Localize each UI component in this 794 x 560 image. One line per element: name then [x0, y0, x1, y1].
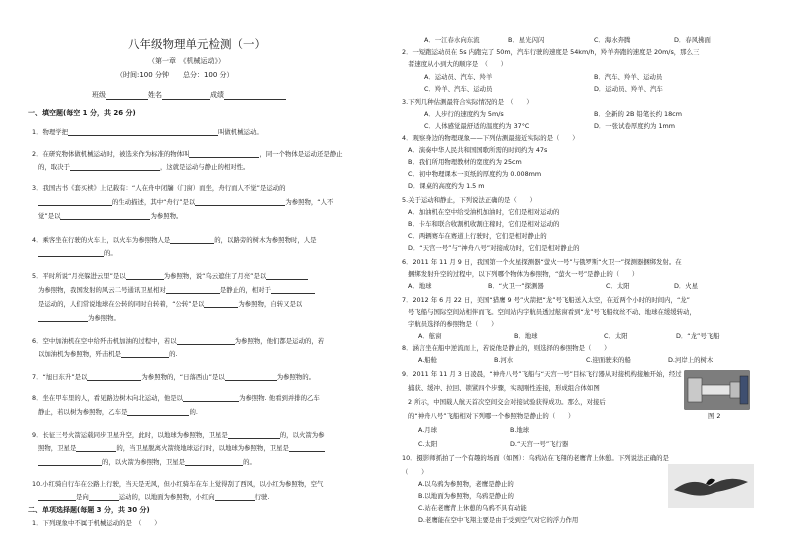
q3-option-a[interactable]: A．人步行的速度约为 5m/s: [424, 110, 504, 118]
q10-option-c[interactable]: C.站在老鹰背上休憩的乌鸦不具有动能: [418, 504, 527, 512]
fill-q10-line1: 10.小红骑自行车在公路上行驶，当天是无风，但小红骑车在车上觉得刮了西风，以小红为参照物，空气: [32, 480, 324, 488]
q5-option-b[interactable]: B．卡车和联合收割机收割庄稼时，它们是相对运动的: [408, 220, 560, 228]
choice-q2-line1: 2．一短跑运动员在 5s 内跑完了 50m，汽车行驶的速度是 54km/h，羚羊奔跑的速度是 20m/s，那么三: [402, 48, 700, 56]
q4-option-c[interactable]: C．初中物理课本一页纸的厚度约为 0.008mm: [408, 170, 542, 178]
fill-q9-line1: 9．长征三号火箭运载同步卫星升空，此时，以地球为参照物，卫星是 的，以火箭为参: [32, 431, 325, 439]
crow-on-eagle-photo: [668, 464, 754, 508]
figure-2-label: 图 2: [708, 412, 721, 420]
q8-option-c[interactable]: C.迎面驶来的船: [586, 356, 631, 364]
q2-option-a[interactable]: A．运动员、汽车、羚羊: [424, 73, 493, 81]
q4-option-b[interactable]: B．我们所用物理教材的宽度约为 25cm: [408, 158, 522, 166]
fill-q5-line1: 5．平时所说“月亮躲进云里”是以 为参照物，说“乌云遮住了月亮”是以: [32, 272, 308, 280]
fill-q3-line2: 的生动描述，其中“舟行”是以 为参照物，“人不: [38, 198, 333, 206]
q4-option-a[interactable]: A．演奏中华人民共和国国歌所需的时间约为 47s: [408, 146, 548, 154]
class-label: 班级: [92, 91, 106, 99]
q10-option-a[interactable]: A.以乌鸦为参照物，老鹰是静止的: [418, 480, 514, 488]
q6-option-c[interactable]: C．太阳: [606, 282, 630, 290]
q5-option-d[interactable]: D．“天宫一号”与“神舟八号”对接成功时，它们是相对静止的: [408, 244, 580, 252]
fill-q5-line3: 是运动的，人们常说地球在公转的同时自转着，“公转”是以 为参照物，自转又是以: [38, 300, 303, 308]
fill-q3-line3: 觉”是以 为参照物。: [38, 212, 183, 220]
score-label: 成绩: [210, 91, 224, 99]
fill-q9-line3: 的，以火箭为参照物，卫星是 的。: [38, 458, 256, 466]
section1-heading: 一、填空题(每空 1 分，共 26 分): [28, 109, 136, 117]
time-score-line: （时间:100 分钟 总分：100 分）: [116, 71, 234, 79]
q3-option-c[interactable]: C．人体感觉最舒适的温度约为 37°C: [424, 122, 530, 130]
choice-q7-line3: 宇航员选择的参照物是（ ）: [408, 320, 498, 328]
fill-q4-line2: 的。: [38, 249, 117, 257]
crow-eagle-drawing: [668, 464, 754, 508]
student-info-line: [92, 91, 286, 100]
q8-option-a[interactable]: A.船舱: [418, 356, 438, 364]
class-blank[interactable]: [106, 92, 148, 100]
choice-q2-line2: 者速度从小到大的顺序是 （ ）: [408, 60, 508, 68]
q2-option-d[interactable]: D．运动员、羚羊、汽车: [594, 85, 663, 93]
q6-option-d[interactable]: D．火星: [674, 282, 699, 290]
q8-option-d[interactable]: D.河岸上的树木: [668, 356, 714, 364]
q9-option-c[interactable]: C.太阳: [418, 440, 438, 448]
q7-option-b[interactable]: B．地球: [514, 332, 538, 340]
q7-option-a[interactable]: A．舷窗: [418, 332, 442, 340]
spacecraft-docking-image: [684, 370, 750, 410]
choice-q5: 5.关于运动和静止，下列说法正确的是（ ）: [402, 196, 536, 204]
score-blank[interactable]: [224, 92, 286, 100]
q5-option-c[interactable]: C．两辆赛车在赛道上行驶时，它们是相对静止的: [408, 232, 547, 240]
q9-option-b[interactable]: B.地球: [510, 426, 530, 434]
choice-q9-line2: 捕获、缓冲、拉回、锁紧四个步骤，实现刚性连接，形成组合体如图: [408, 384, 600, 392]
choice-q6-line2: 捆绑发射升空的过程中，以下列哪个物体为参照物，“萤火一号”是静止的（ ）: [408, 270, 639, 278]
fill-q9-line2: 照物，卫星是 的，当卫星脱离火箭绕地球运行时，以地球为参照物，卫星是: [38, 444, 325, 452]
fill-q5-line2: 为参照物，我国发射的风云二号通讯卫星相对 是静止的，相对于: [38, 286, 315, 294]
q3-option-b[interactable]: B．全新的 2B 铅笔长约 18cm: [594, 110, 682, 118]
fill-q3-line1: 3．我国古书《套买椟》上记载有：“人在舟中闭牖（门窗）而坐，舟行而人不觉”是运动的: [32, 184, 286, 192]
q3-option-d[interactable]: D．一张试卷厚度约为 1mm: [594, 122, 675, 130]
q1-option-b[interactable]: B．星光闪闪: [508, 36, 545, 44]
section2-heading: 二、单项选择题(每题 3 分，共 30 分): [28, 506, 150, 514]
q10-option-d[interactable]: D.老鹰能在空中飞翔主要是由于受到空气对它的浮力作用: [418, 516, 579, 524]
choice-q8: 8．涵言坐在船中逆流而上，若说他是静止的，则选择的参照物是（ ）: [402, 344, 611, 352]
choice-q9-line4: 的“神舟八号”飞船相对下列哪一个参照物是静止的（ ）: [408, 412, 575, 420]
exam-title: 八年级物理单元检测（一）: [128, 37, 266, 51]
q9-option-d[interactable]: D.“天宫一号”飞行器: [510, 440, 569, 448]
choice-q6-line1: 6．2011 年 11 月 9 日，我国第一个火星探测器“萤火一号”与俄罗斯“火卫一”探测器捆绑发射。在: [402, 258, 682, 266]
fill-q8-line2: 静止，若以树为参照物，乙车是 的.: [38, 408, 198, 416]
fill-q2-line2: 的，取决于 ，这就是运动与静止的相对性。: [38, 163, 250, 171]
q7-option-c[interactable]: C．太阳: [604, 332, 628, 340]
choice-q7-line2: 号飞船与国际空间站相伴而飞。空间站内宇航员透过舷窗看到“龙”号飞船纹丝不动、地球在缓缓转动，: [408, 308, 696, 316]
q6-option-a[interactable]: A．地球: [408, 282, 432, 290]
q1-option-d[interactable]: D．春风拂面: [674, 36, 711, 44]
choice-q1: 1．下列现象中不属于机械运动的是 （ ）: [32, 519, 161, 527]
q1-option-c[interactable]: C．海水奔腾: [594, 36, 631, 44]
q4-option-d[interactable]: D．课桌的高度约为 1.5 m: [408, 182, 485, 190]
q10-option-b[interactable]: B.以地面为参照物，乌鸦是静止的: [418, 492, 514, 500]
choice-q9-line3: 2 所示，中国载人航天首次空间交会对接试验获得成功。那么，对接后: [408, 398, 606, 406]
q1-option-a[interactable]: A．一江春水向东流: [424, 36, 480, 44]
fill-q6-line2: 以加油机为参照物，歼击机是 的.: [38, 350, 178, 358]
name-label: 姓名: [148, 91, 162, 99]
q8-option-b[interactable]: B.河水: [494, 356, 514, 364]
fill-q6-line1: 6．空中加油机在空中给歼击机加油的过程中，若以 为参照物，他们都是运动的，若: [32, 337, 325, 345]
fill-q7: 7．“旭日东升”是以 为参照物的，“日落西山”是以 为参照物的。: [32, 373, 316, 381]
fill-q10-line2: 是向 运动的，以地面为参照物，小红向 行驶.: [38, 493, 269, 501]
spacecraft-drawing: [684, 370, 750, 410]
q5-option-a[interactable]: A．加油机在空中给受油机加油时，它们是相对运动的: [408, 208, 560, 216]
fill-q8-line1: 8．坐在甲车里的人，看见路边树木向北运动，他是以 为参照物. 他看到并排的乙车: [32, 394, 320, 402]
fill-q2-line1: 2．在研究物体做机械运动时，被选来作为标准的物体叫 ，同一个物体是运动还是静止: [32, 150, 343, 158]
choice-q10-line1: 10．摄影师抓拍了一个有趣的场面（如图）：乌鸦站在飞翔的老鹰背上休憩。下列说法正确的是: [402, 454, 669, 462]
fill-q5-line4: 为参照物。: [38, 314, 120, 322]
q7-option-d[interactable]: D．“龙”号飞船: [676, 332, 720, 340]
choice-q7-line1: 7．2012 年 6 月 22 日，美国“猎鹰 9 号”火箭把“龙”号飞船送入太空，在近两个小时的时间内，“龙”: [402, 296, 690, 304]
choice-q4: 4．观察身边的物理现象——下列估测最接近实际的是（ ）: [402, 134, 579, 142]
choice-q3: 3.下列几种估测最符合实际情况的是 （ ）: [402, 98, 533, 106]
q9-option-a[interactable]: A.月球: [418, 426, 438, 434]
fill-q1: 1．物理学把 叫做机械运动。: [32, 128, 263, 136]
chapter-subtitle: （第一章 《机械运动》）: [148, 57, 225, 65]
q2-option-b[interactable]: B．汽车、羚羊、运动员: [594, 73, 663, 81]
fill-q4-line1: 4．乘客坐在行驶的火车上，以火车为参照物人是 的，以路旁的树木为参照物时，人是: [32, 236, 317, 244]
q6-option-b[interactable]: B．“火卫一”探测器: [488, 282, 544, 290]
choice-q10-line2: （ ）: [402, 468, 428, 476]
name-blank[interactable]: [162, 92, 210, 100]
q2-option-c[interactable]: C．羚羊、汽车、运动员: [424, 85, 493, 93]
choice-q9-line1: 9．2011 年 11 月 3 日凌晨，“神舟八号”飞船与“天宫一号”目标飞行器从对接机构接触开始，经过: [402, 370, 682, 378]
